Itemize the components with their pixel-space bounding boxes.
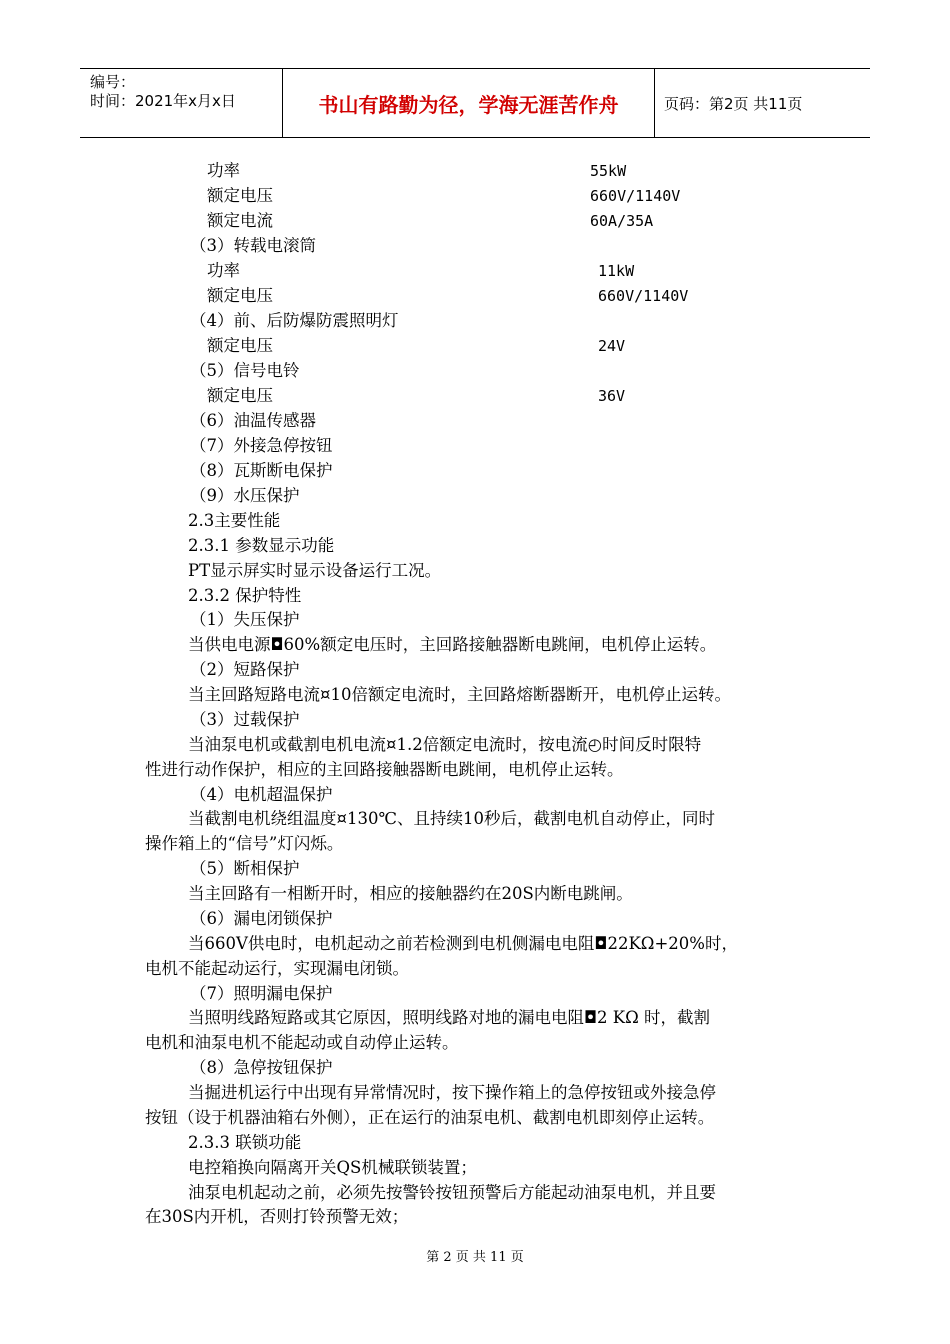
header-page-code: 页码：第2页 共11页 [664,94,803,113]
text-line: 电机不能起动运行，实现漏电闭锁。 [145,959,409,978]
text-line: 当掘进机运行中出现有异常情况时，按下操作箱上的急停按钮或外接急停 [188,1083,716,1102]
text-line: （4）前、后防爆防震照明灯 [190,311,399,330]
header-motto: 书山有路勤为径，学海无涯苦作舟 [318,92,619,117]
text-line: （3）过载保护 [190,710,300,729]
text-line: 操作箱上的“信号”灯闪烁。 [145,834,344,853]
text-line: 当照明线路短路或其它原因，照明线路对地的漏电电阻◘2 KΩ 时，截割 [188,1008,711,1027]
text-line: （4）电机超温保护 [190,785,333,804]
text-line: （7）照明漏电保护 [190,984,333,1003]
text-line: （6）漏电闭锁保护 [190,909,333,928]
text-line: 当主回路短路电流¤10倍额定电流时，主回路熔断器断开，电机停止运转。 [188,685,731,704]
spec-value: 24V [598,337,626,355]
text-line: 按钮（设于机器油箱右外侧），正在运行的油泵电机、截割电机即刻停止运转。 [145,1108,715,1127]
text-line: 当供电电源◘60%额定电压时，主回路接触器断电跳闸，电机停止运转。 [188,635,717,654]
text-line: 功率 [207,161,240,180]
text-line: 电机和油泵电机不能起动或自动停止运转。 [145,1033,459,1052]
text-line: （7）外接急停按钮 [190,436,333,455]
serial-label: 编号： [90,73,136,91]
text-line: 2.3主要性能 [188,511,281,530]
text-line: （5）断相保护 [190,859,300,878]
text-line: 额定电压 [207,186,273,205]
text-line: （2）短路保护 [190,660,300,679]
time-label: 时间：2021年x月x日 [90,92,236,110]
spec-value: 660V/1140V [598,287,689,305]
header-meta [90,73,236,111]
text-line: 当主回路有一相断开时，相应的接触器约在20S内断电跳闸。 [188,884,633,903]
text-line: 额定电压 [207,386,273,405]
text-line: 功率 [207,261,240,280]
text-line: （6）油温传感器 [190,411,316,430]
text-line: 电控箱换向隔离开关QS机械联锁装置； [188,1158,477,1177]
text-line: 额定电压 [207,336,273,355]
text-line: （1）失压保护 [190,610,300,629]
text-line: 2.3.1 参数显示功能 [188,536,335,555]
spec-value: 60A/35A [590,212,654,230]
spec-value: 55kW [590,162,627,180]
text-line: 2.3.3 联锁功能 [188,1133,302,1152]
text-line: （8）瓦斯断电保护 [190,461,333,480]
spec-value: 660V/1140V [590,187,681,205]
text-line: 额定电流 [207,211,273,230]
text-line: 性进行动作保护，相应的主回路接触器断电跳闸，电机停止运转。 [145,760,624,779]
text-line: （8）急停按钮保护 [190,1058,333,1077]
text-line: 在30S内开机，否则打铃预警无效； [145,1207,409,1226]
text-line: 当660V供电时，电机起动之前若检测到电机侧漏电电阻◘22KΩ+20%时， [188,934,738,953]
text-line: 当截割电机绕组温度¤130℃、且持续10秒后，截割电机自动停止，同时 [188,809,715,828]
spec-value: 11kW [598,262,635,280]
text-line: 额定电压 [207,286,273,305]
text-line: （3）转载电滚筒 [190,236,316,255]
header-divider [654,69,655,137]
text-line: （9）水压保护 [190,486,300,505]
spec-value: 36V [598,387,626,405]
page-footer: 第 2 页 共 11 页 [426,1250,524,1265]
text-line: 油泵电机起动之前，必须先按警铃按钮预警后方能起动油泵电机，并且要 [188,1183,716,1202]
text-line: 2.3.2 保护特性 [188,586,302,605]
text-line: 当油泵电机或截割电机电流¤1.2倍额定电流时，按电流◴时间反时限特 [188,735,702,754]
text-line: PT显示屏实时显示设备运行工况。 [188,561,442,580]
text-line: （5）信号电铃 [190,361,300,380]
page-header [80,68,870,138]
